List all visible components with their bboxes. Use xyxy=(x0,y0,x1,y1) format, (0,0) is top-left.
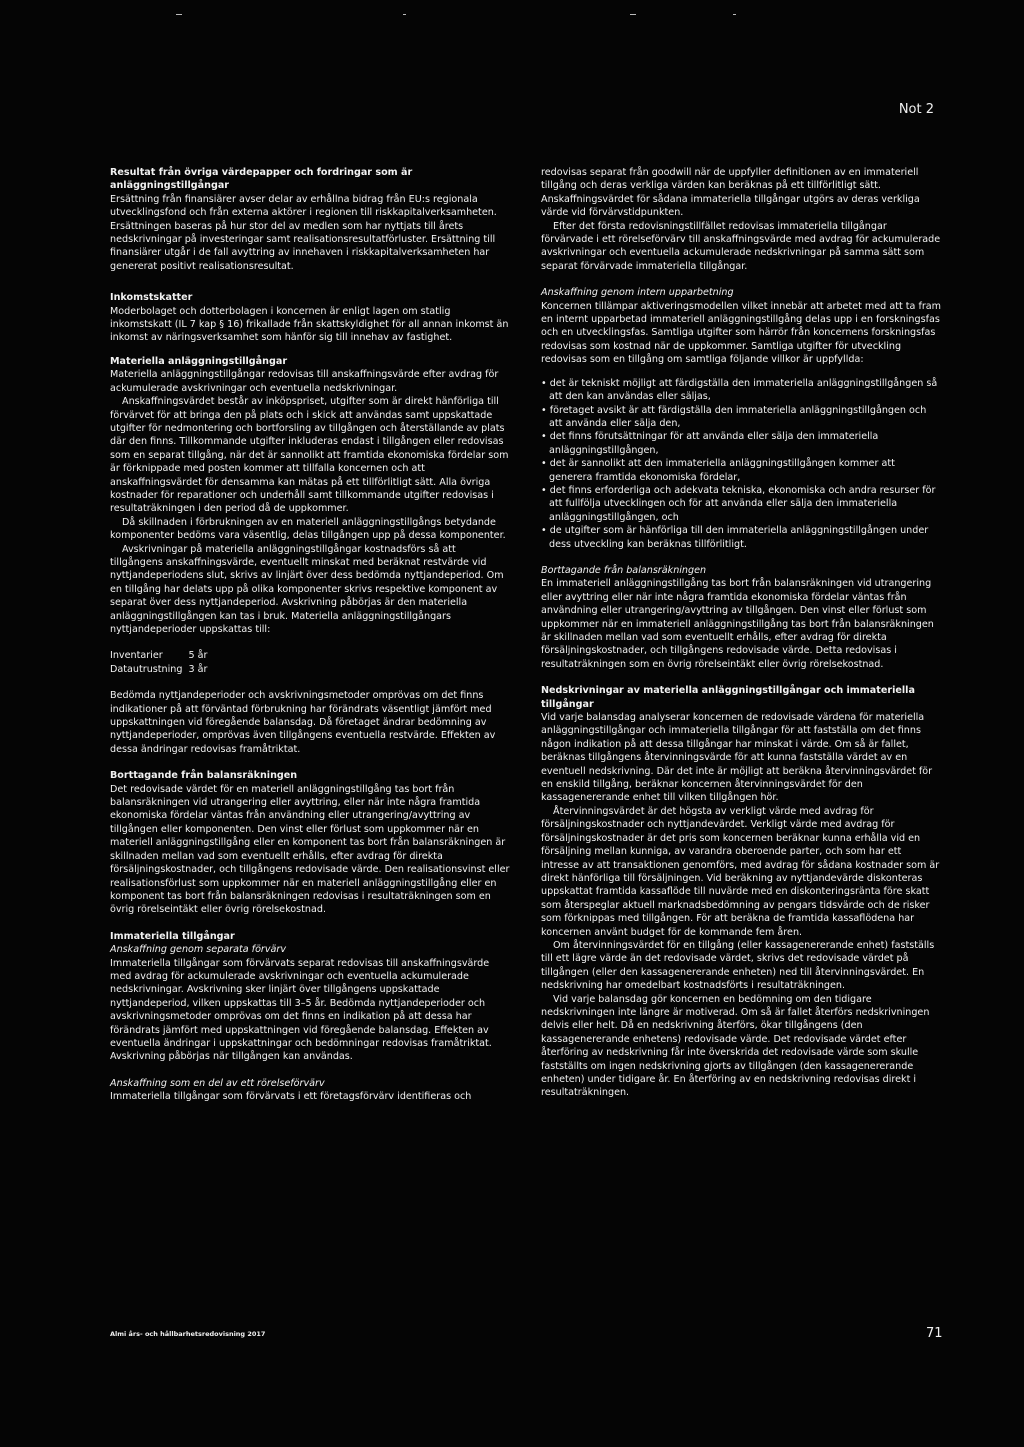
list-item: • det finns förutsättningar för att använda eller sälja den immateriella anläggningstillgången, xyxy=(541,430,941,457)
section-heading-tangible-assets: Materiella anläggningstillgångar xyxy=(110,355,288,367)
list-item: • det är tekniskt möjligt att färdigställa den immateriella anläggningstillgången så att den kan användas eller säljas, xyxy=(541,377,941,404)
list-item: • företaget avsikt är att färdigställa den immateriella anläggningstillgången och att använda eller sälja den, xyxy=(541,404,941,431)
crop-mark xyxy=(630,14,636,15)
conditions-list xyxy=(541,377,941,551)
paragraph: Koncernen tillämpar aktiveringsmodellen vilket innebär att arbetet med att ta fram en internt upparbetad immateriell anläggningstillgång delas upp i en forskningsfas och en utvecklingsfas. Samtliga utgifter som härrör från koncernens forskningsfas redovisas som kostnad när de uppkommer. Samtliga utgifter för utveckling redovisas som en tillgång om samtliga följande villkor är uppfyllda: xyxy=(541,300,942,366)
section-heading-securities: Resultat från övriga värdepapper och fordringar som är anläggningstillgångar xyxy=(110,167,413,192)
subheading-business-combination: Anskaffning som en del av ett rörelseförvärv xyxy=(110,1077,325,1089)
crop-mark xyxy=(176,14,182,15)
table-row xyxy=(110,649,213,662)
paragraph: Vid varje balansdag analyserar koncernen de redovisade värdena för materiella anläggningstillgångar och immateriella tillgångar för att fastställa om det finns någon indikation på att dessa tillgångar har minskat i värde. Om så är fallet, beräknas tillgångens återvinningsvärde för att kunna fastställa värdet av en eventuell nedskrivning. Där det inte är möjligt att beräkna återvinningsvärdet för en enskild tillgång, beräknar koncernen återvinningsvärdet för den kassagenererande enhet till vilken tillgången hör. xyxy=(541,712,933,804)
subheading-internal-development: Anskaffning genom intern upparbetning xyxy=(541,287,734,299)
note-label: Not 2 xyxy=(898,102,934,117)
paragraph: Vid varje balansdag gör koncernen en bedömning om den tidigare nedskrivningen inte längre är motiverad. Om så är fallet återförs nedskrivningen delvis eller helt. Då en nedskrivning återförs, ökar tillgångens (den kassagenererande enhetens) redovisade värde. Det redovisade värdet efter återföring av nedskrivning får inte överskrida det redovisade värde som skulle fastställts om ingen nedskrivning gjorts av tillgången (den kassagenererande enheten) under tidigare år. En återföring av en nedskrivning redovisas direkt i resultaträkningen. xyxy=(541,993,930,1099)
paragraph: Om återvinningsvärdet för en tillgång (eller kassagenererande enhet) fastställs till ett lägre värde än det redovisade värdet, skrivs det redovisade värdet på tillgången (eller den kassagenererande enheten) ned till återvinningsvärdet. En nedskrivning har omedelbart kostnadsförts i resultaträkningen. xyxy=(541,939,935,992)
paragraph: Ersättning från finansiärer avser delar av erhållna bidrag från EU:s regionala utvecklingsfond och från externa aktörer i regionen till riskkapitalverksamheten. Ersättningen baseras på hur stor del av medlen som har nyttjats till årets nedskrivningar på investeringar samt realisationsresultatförluster. Ersättning till finansiärer utgår i de fall avyttring av innehaven i riskkapitalverksamheten har genererat positivt realisationsresultat. xyxy=(110,193,497,272)
paragraph: Immateriella tillgångar som förvärvats separat redovisas till anskaffningsvärde med avdrag för ackumulerade avskrivningar och eventuella ackumulerade nedskrivningar. Avskrivning sker linjärt över tillgångens uppskattade nyttjandeperiod, vilken uppskattas till 3–5 år. Bedömda nyttjandeperioder och avskrivningsmetoder omprövas om det finns en indikation på att dessa har förändrats jämfört med uppskattningen vid föregående balansdag. Effekten av eventuella ändringar i uppskattningar och bedömningar redovisas framåtriktat. Avskrivning påbörjas när tillgången kan användas. xyxy=(110,957,492,1063)
useful-life: 3 år xyxy=(188,663,208,675)
paragraph: Det redovisade värdet för en materiell anläggningstillgång tas bort från balansräkningen vid utrangering eller avyttring, eller när inte några framtida ekonomiska fördelar väntas från användning eller utrangering/avyttring av tillgången eller komponenten. Den vinst eller förlust som uppkommer när en materiell anläggningstillgång eller en komponent tas bort från balansräkningen är skillnaden mellan vad som eventuellt erhålls, efter avdrag för direkta försäljningskostnader, och tillgångens redovisade värde. Den realisationsvinst eller realisationsförlust som uppkommer när en materiell anläggningstillgång eller en komponent tas bort från balansräkningen redovisas i resultaträkningen som en övrig rörelseintäkt eller övrig rörelsekostnad. xyxy=(110,783,510,916)
section-heading-income-tax: Inkomstskatter xyxy=(110,292,193,304)
subheading-separate-acquisition: Anskaffning genom separata förvärv xyxy=(110,944,287,956)
page-number: 71 xyxy=(926,1326,943,1341)
right-column xyxy=(541,166,941,1100)
crop-mark xyxy=(403,14,406,15)
paragraph: Immateriella tillgångar som förvärvats i ett företagsförvärv identifieras och xyxy=(110,1091,472,1103)
list-item: • det är sannolikt att den immateriella anläggningstillgången kommer att generera framtida ekonomiska fördelar, xyxy=(541,457,941,484)
subheading-derecognition: Borttagande från balansräkningen xyxy=(541,564,707,576)
left-column xyxy=(110,166,510,1104)
useful-life-table xyxy=(110,649,213,676)
section-heading-intangible-assets: Immateriella tillgångar xyxy=(110,930,235,942)
table-row xyxy=(110,663,213,676)
list-item: • det finns erforderliga och adekvata tekniska, ekonomiska och andra resurser för att fullfölja utvecklingen och för att använda eller sälja den immateriella anläggningstillgången, och xyxy=(541,484,941,524)
paragraph: redovisas separat från goodwill när de uppfyller definitionen av en immateriell tillgång och deras verkliga värden kan beräknas på ett tillförlitligt sätt. Anskaffningsvärdet för sådana immateriella tillgångar utgörs av deras verkliga värde vid förvärvstidpunkten. xyxy=(541,167,920,219)
paragraph: Avskrivningar på materiella anläggningstillgångar kostnadsförs så att tillgångens anskaffningsvärde, eventuellt minskat med beräknat restvärde vid nyttjandeperiodens slut, skrivs av linjärt över dess bedömda nyttjandeperiod. Om en tillgång har delats upp på olika komponenter skrivs respektive komponent av separat över dess nyttjandeperiod. Avskrivning påbörjas är den materiella anläggningstillgången kan tas i bruk. Materiella anläggningstillgångars nyttjandeperioder uppskattas till: xyxy=(110,543,504,635)
paragraph: Återvinningsvärdet är det högsta av verkligt värde med avdrag för försäljningskostnader och nyttjandevärdet. Verkligt värde med avdrag för försäljningskostnader är det pris som koncernen beräknar kunna erhålla vid en försäljning mellan kunniga, av varandra oberoende parter, och som har ett intresse av att transaktionen genomförs, med avdrag för sådana kostnader som är direkt hänförliga till försäljningen. Vid beräkning av nyttjandevärde diskonteras uppskattat framtida kassaflöde till nuvärde med en diskonteringsränta före skatt som återspeglar aktuell marknadsbedömning av pengars tidsvärde och de risker som förknippas med tillgången. För att beräkna de framtida kassaflödena har koncernen använt budget för de kommande fem åren. xyxy=(541,805,940,938)
paragraph: En immateriell anläggningstillgång tas bort från balansräkningen vid utrangering eller avyttring eller när inte några framtida ekonomiska fördelar väntas från användning eller utrangering/avyttring av tillgången. Den vinst eller förlust som uppkommer när en immateriell anläggningstillgång tas bort från balansräkningen är skillnaden mellan vad som eventuellt erhålls, efter avdrag för direkta försäljningskostnader, och tillgångens redovisade värde. Detta redovisas i resultaträkningen som en övrig rörelseintäkt eller övrig rörelsekostnad. xyxy=(541,578,934,670)
paragraph: Anskaffningsvärdet består av inköpspriset, utgifter som är direkt hänförliga till förvärvet för att bringa den på plats och i skick att användas samt uppskattade utgifter för nedmontering och bortforsling av tillgången och återställande av plats där den finns. Tillkommande utgifter inkluderas endast i tillgången eller redovisas som en separat tillgång, när det är sannolikt att framtida ekonomiska fördelar som är förknippade med posten kommer att tillfalla koncernen och att anskaffningsvärdet för densamma kan mätas på ett tillförlitligt sätt. Alla övriga kostnader för reparationer och underhåll samt tillkommande utgifter redovisas i resultaträkningen i den period då de uppkommer. xyxy=(110,396,509,515)
paragraph: Materiella anläggningstillgångar redovisas till anskaffningsvärde efter avdrag för ackumulerade avskrivningar och eventuella nedskrivningar. xyxy=(110,369,499,394)
list-item: • de utgifter som är hänförliga till den immateriella anläggningstillgången under dess utveckling kan beräknas tillförlitligt. xyxy=(541,524,941,551)
asset-class: Datautrustning xyxy=(110,663,183,675)
section-heading-impairment: Nedskrivningar av materiella anläggningstillgångar och immateriella tillgångar xyxy=(541,685,915,710)
paragraph: Bedömda nyttjandeperioder och avskrivningsmetoder omprövas om det finns indikationer på att förväntad förbrukning har förändrats väsentligt jämfört med uppskattningen vid föregående balansdag. Då företaget ändrar bedömning av nyttjandeperioder, omprövas även tillgångens eventuella restvärde. Effekten av dessa ändringar redovisas framåtriktat. xyxy=(110,690,496,755)
useful-life: 5 år xyxy=(188,650,208,662)
footer-publication: Almi års- och hållbarhetsredovisning 2017 xyxy=(110,1330,266,1338)
paragraph: Då skillnaden i förbrukningen av en materiell anläggningstillgångs betydande komponenter bedöms vara väsentlig, delas tillgången upp på dessa komponenter. xyxy=(110,516,506,542)
section-heading-derecognition: Borttagande från balansräkningen xyxy=(110,770,298,782)
crop-mark xyxy=(733,14,736,15)
paragraph: Efter det första redovisningstillfället redovisas immateriella tillgångar förvärvade i ett rörelseförvärv till anskaffningsvärde med avdrag för ackumulerade avskrivningar och eventuella ackumulerade nedskrivningar på samma sätt som separat förvärvade immateriella tillgångar. xyxy=(541,220,941,272)
asset-class: Inventarier xyxy=(110,650,163,662)
paragraph: Moderbolaget och dotterbolagen i koncernen är enligt lagen om statlig inkomstskatt (IL 7 kap § 16) frikallade från skattskyldighet för all annan inkomst än inkomst av näringsverksamhet som hänför sig till innehav av fastighet. xyxy=(110,305,509,344)
